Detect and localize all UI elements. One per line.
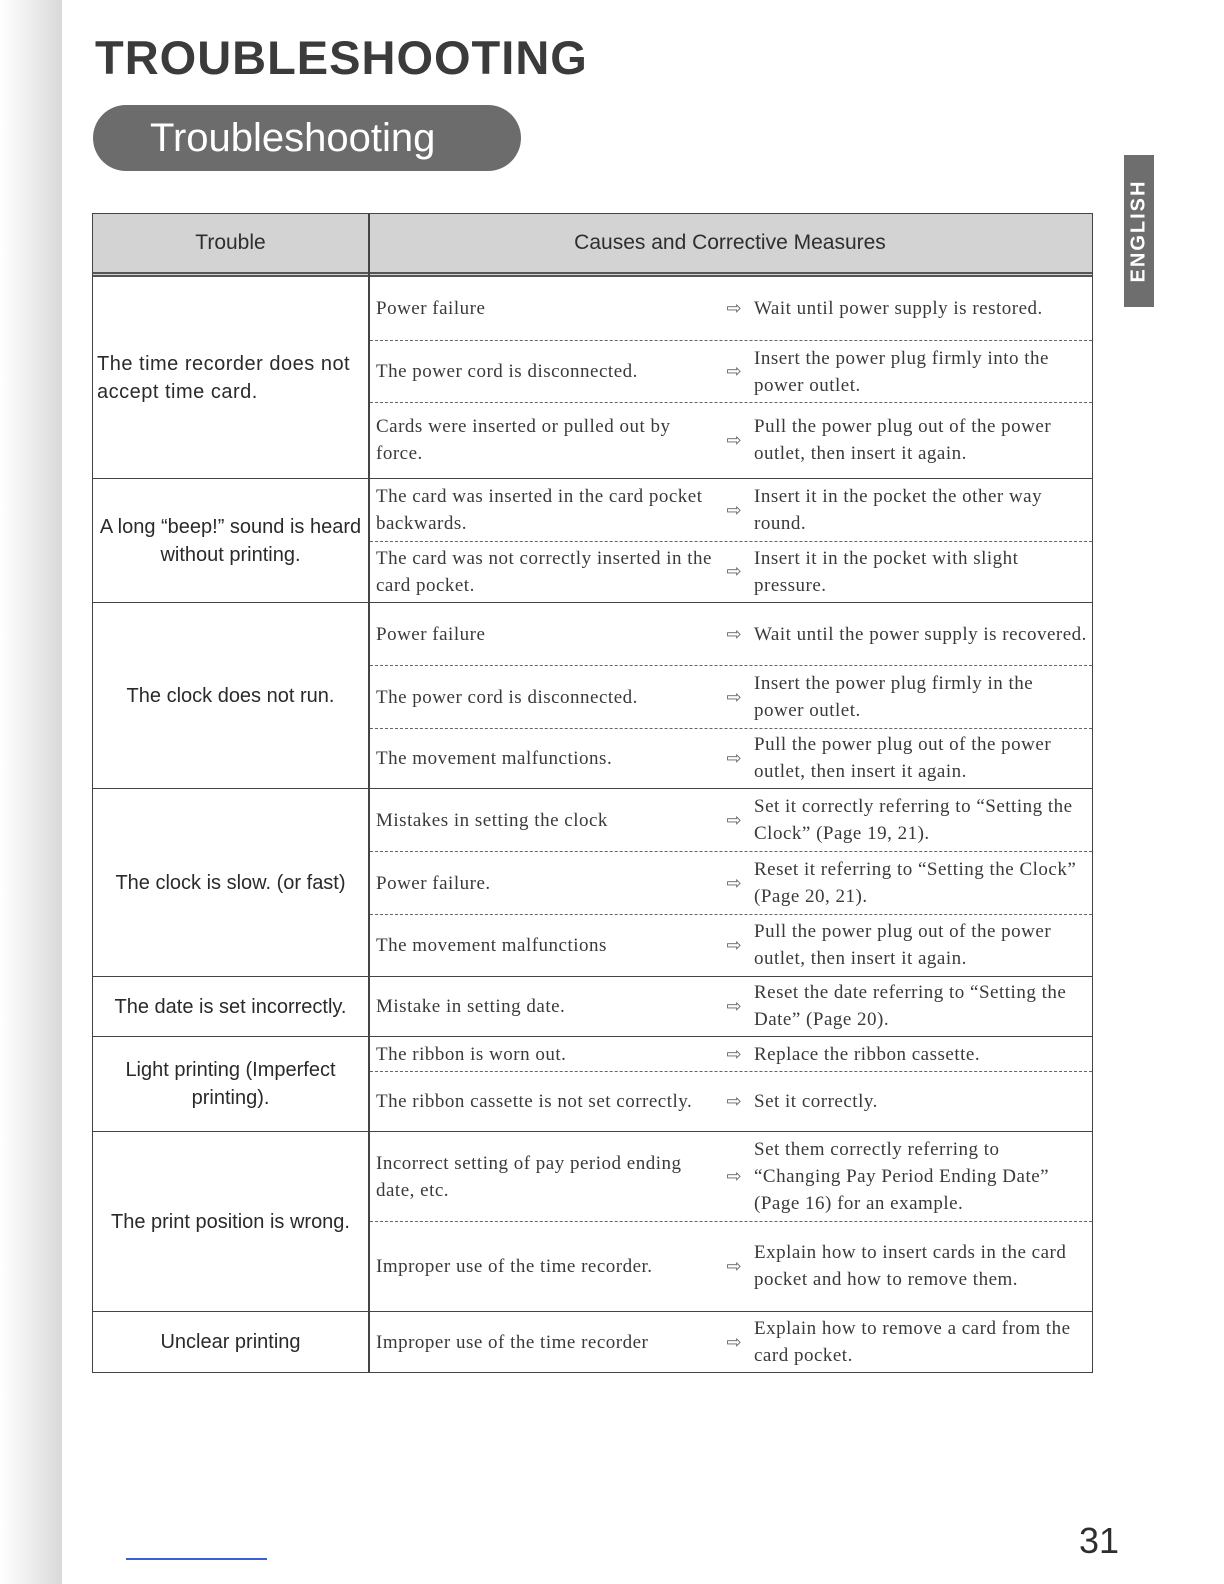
arrow-right-icon: ⇨ [726,1331,742,1352]
trouble-cell: The date is set incorrectly. [114,995,347,1018]
language-tab [1124,155,1154,307]
trouble-group [93,789,1092,977]
table-row [370,1072,1092,1130]
cause-cell: The card was not correctly inserted in the card pocket. [376,547,712,596]
table-header [93,214,1092,277]
measure-cell: Set it correctly. [754,1090,878,1112]
arrow-right-icon: ⇨ [726,995,742,1016]
language-tab-label: ENGLISH [1127,179,1150,283]
table-row [370,852,1092,915]
header-causes-measures: Causes and Corrective Measures [574,231,886,254]
measure-cell: Reset it referring to “Setting the Clock” (Page 20, 21). [754,859,1077,907]
cause-cell: The card was inserted in the card pocket backwards. [376,486,703,534]
table-row [370,977,1092,1035]
cause-cell: Mistakes in setting the clock [376,809,608,831]
trouble-cell: The time recorder does not accept time card. [97,352,351,403]
trouble-group [93,603,1092,789]
measure-cell: Explain how to insert cards in the card pocket and how to remove them. [754,1242,1067,1290]
measure-cell: Set them correctly referring to “Changing Pay Period Ending Date” (Page 16) for an example. [754,1139,1050,1214]
arrow-right-icon: ⇨ [726,1166,742,1186]
troubleshooting-table [92,213,1093,1373]
arrow-right-icon: ⇨ [726,747,742,768]
cause-cell: Power failure [376,623,486,645]
arrow-right-icon: ⇨ [726,1090,742,1111]
cause-cell: Improper use of the time recorder [376,1331,649,1353]
measure-cell: Pull the power plug out of the power outlet, then insert it again. [754,734,1052,782]
arrow-right-icon: ⇨ [726,361,742,381]
page-binding-shadow [0,0,62,1584]
table-row [370,341,1092,403]
table-row [370,1312,1092,1372]
cause-cell: The power cord is disconnected. [376,361,638,382]
table-row [370,479,1092,542]
section-banner: Troubleshooting [93,105,521,171]
trouble-group [93,277,1092,479]
trouble-group [93,1312,1092,1372]
trouble-cell: The clock does not run. [126,684,335,707]
table-row [370,603,1092,666]
cause-cell: The ribbon is worn out. [376,1043,567,1065]
table-row [370,542,1092,601]
trouble-group [93,1132,1092,1312]
arrow-right-icon: ⇨ [726,623,742,644]
trouble-group [93,479,1092,603]
cause-cell: The movement malfunctions. [376,747,613,769]
trouble-cell: Unclear printing [160,1331,301,1353]
arrow-right-icon: ⇨ [726,429,742,450]
table-row [370,915,1092,975]
trouble-group [93,1037,1092,1132]
cause-cell: Power failure [376,298,486,319]
measure-cell: Replace the ribbon cassette. [754,1043,981,1065]
trouble-cell: A long “beep!” sound is heard without printing. [99,515,362,566]
cause-cell: The movement malfunctions [376,934,607,956]
cause-cell: The ribbon cassette is not set correctly. [376,1090,693,1112]
measure-cell: Insert it in the pocket the other way round. [754,486,1043,534]
trouble-cell: Light printing (Imperfect printing). [125,1059,336,1109]
trouble-cell: The clock is slow. (or fast) [115,871,346,894]
measure-cell: Set it correctly referring to “Setting the Clock” (Page 19, 21). [754,796,1073,844]
cause-cell: Mistake in setting date. [376,995,566,1017]
measure-cell: Wait until the power supply is recovered. [754,623,1087,645]
table-row [370,729,1092,787]
measure-cell: Pull the power plug out of the power outlet, then insert it again. [754,416,1052,464]
table-row [370,666,1092,729]
cause-cell: Cards were inserted or pulled out by force. [376,416,671,464]
table-row [370,789,1092,852]
table-row [370,277,1092,341]
measure-cell: Insert the power plug firmly into the power outlet. [754,347,1049,396]
cause-cell: Improper use of the time recorder. [376,1255,653,1277]
measure-cell: Reset the date referring to “Setting the Date” (Page 20). [754,982,1067,1030]
table-row [370,1037,1092,1072]
arrow-right-icon: ⇨ [726,872,742,893]
arrow-right-icon: ⇨ [726,499,742,520]
footer-rule [126,1558,267,1560]
measure-cell: Insert it in the pocket with slight pressure. [754,547,1019,596]
page-number: 31 [1079,1520,1120,1561]
arrow-right-icon: ⇨ [726,1255,742,1276]
arrow-right-icon: ⇨ [726,1043,742,1064]
header-trouble: Trouble [195,231,266,254]
cause-cell: Incorrect setting of pay period ending date, etc. [376,1152,682,1201]
arrow-right-icon: ⇨ [726,809,742,830]
table-row [370,403,1092,477]
table-row [370,1132,1092,1222]
arrow-right-icon: ⇨ [726,298,742,318]
measure-cell: Pull the power plug out of the power outlet, then insert it again. [754,921,1052,969]
trouble-cell: The print position is wrong. [110,1210,350,1233]
measure-cell: Insert the power plug firmly in the power outlet. [754,673,1034,721]
cause-cell: The power cord is disconnected. [376,686,638,708]
measure-cell: Wait until power supply is restored. [754,298,1043,319]
arrow-right-icon: ⇨ [726,686,742,707]
arrow-right-icon: ⇨ [726,561,742,581]
cause-cell: Power failure. [376,872,491,894]
table-row [370,1222,1092,1310]
measure-cell: Explain how to remove a card from the card pocket. [754,1318,1071,1366]
arrow-right-icon: ⇨ [726,934,742,955]
page-title: TROUBLESHOOTING [95,31,588,84]
trouble-group [93,977,1092,1037]
